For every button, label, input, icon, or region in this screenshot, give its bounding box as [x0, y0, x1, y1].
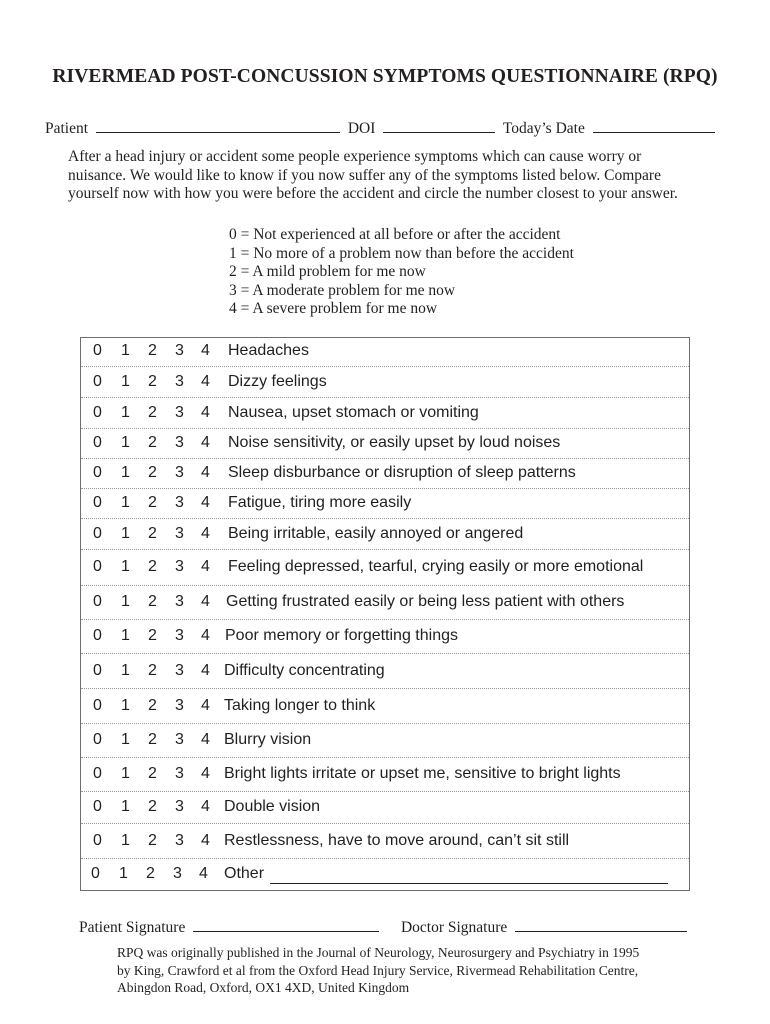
patient-signature-label: Patient Signature: [79, 919, 186, 936]
symptom-label: Nausea, upset stomach or vomiting: [228, 404, 479, 421]
rating-option-4[interactable]: 4: [201, 464, 210, 481]
scale-item: 0 = Not experienced at all before or after the accident: [229, 226, 561, 243]
rating-option-0[interactable]: 0: [93, 697, 102, 714]
rating-option-0[interactable]: 0: [93, 464, 102, 481]
rating-option-2[interactable]: 2: [148, 593, 157, 610]
rating-option-2[interactable]: 2: [148, 404, 157, 421]
rating-option-3[interactable]: 3: [175, 765, 184, 782]
rating-option-0[interactable]: 0: [91, 865, 100, 882]
instruction-line: After a head injury or accident some people experience symptoms which can cause worry or: [68, 148, 642, 165]
rating-option-1[interactable]: 1: [121, 731, 130, 748]
rating-option-1[interactable]: 1: [121, 593, 130, 610]
symptom-label: Bright lights irritate or upset me, sensitive to bright lights: [224, 765, 621, 782]
symptom-label: Feeling depressed, tearful, crying easily or more emotional: [228, 558, 644, 575]
symptom-row: [81, 688, 689, 724]
rating-option-1[interactable]: 1: [121, 832, 130, 849]
symptom-row: [81, 458, 689, 489]
rating-option-1[interactable]: 1: [121, 697, 130, 714]
rating-option-3[interactable]: 3: [175, 434, 184, 451]
rating-option-3[interactable]: 3: [175, 798, 184, 815]
scale-item: 4 = A severe problem for me now: [229, 300, 438, 318]
rating-option-3[interactable]: 3: [175, 558, 184, 575]
rating-option-1[interactable]: 1: [121, 627, 130, 644]
rating-option-2[interactable]: 2: [148, 627, 157, 644]
symptom-label: Double vision: [224, 798, 321, 815]
rating-option-0[interactable]: 0: [93, 558, 102, 575]
rating-option-2[interactable]: 2: [148, 464, 157, 481]
signature-line: [79, 918, 691, 937]
rating-option-3[interactable]: 3: [175, 525, 184, 542]
rating-option-3[interactable]: 3: [175, 697, 184, 714]
doctor-signature-field[interactable]: [515, 918, 687, 932]
rating-option-0[interactable]: 0: [93, 832, 102, 849]
rating-option-1[interactable]: 1: [121, 434, 130, 451]
doi-field[interactable]: [383, 119, 495, 133]
symptom-label: Poor memory or forgetting things: [225, 627, 458, 644]
rating-option-1[interactable]: 1: [121, 525, 130, 542]
symptom-row: [81, 366, 689, 398]
doi-label: DOI: [347, 120, 376, 137]
scale-item: 3 = A moderate problem for me now: [229, 281, 456, 299]
patient-name-field[interactable]: [96, 119, 340, 133]
rating-option-3[interactable]: 3: [175, 662, 184, 679]
rating-option-1[interactable]: 1: [121, 404, 130, 421]
rating-option-3[interactable]: 3: [175, 464, 184, 481]
rating-option-1[interactable]: 1: [121, 373, 130, 390]
symptom-row: [81, 585, 689, 620]
rating-option-2[interactable]: 2: [148, 662, 157, 679]
rating-option-2[interactable]: 2: [148, 558, 157, 575]
rating-option-4[interactable]: 4: [201, 494, 210, 511]
rating-option-4[interactable]: 4: [201, 434, 210, 451]
symptom-label: Other: [224, 865, 265, 882]
rating-option-0[interactable]: 0: [93, 593, 102, 610]
rating-option-3[interactable]: 3: [175, 731, 184, 748]
symptom-row: [81, 518, 689, 550]
rating-option-2[interactable]: 2: [148, 373, 157, 390]
rating-option-4[interactable]: 4: [201, 832, 210, 849]
rating-option-4[interactable]: 4: [201, 765, 210, 782]
instruction-line: yourself now with how you were before the accident and circle the number closest to your answer.: [68, 185, 678, 202]
instructions: [68, 148, 728, 204]
symptom-label: Taking longer to think: [224, 697, 376, 714]
patient-label: Patient: [45, 120, 89, 137]
rating-option-0[interactable]: 0: [93, 662, 102, 679]
rating-option-0[interactable]: 0: [93, 627, 102, 644]
form-title: RIVERMEAD POST-CONCUSSION SYMPTOMS QUESTIONNAIRE (RPQ): [52, 66, 718, 87]
scale-item: 2 = A mild problem for me now: [229, 263, 426, 281]
symptom-row: [81, 653, 689, 689]
symptom-row: [81, 428, 689, 459]
todays-date-label: Today’s Date: [502, 120, 585, 137]
rating-option-2[interactable]: 2: [148, 731, 157, 748]
rating-option-1[interactable]: 1: [121, 342, 130, 359]
symptom-label: Restlessness, have to move around, can’t sit still: [224, 832, 570, 849]
rating-option-3[interactable]: 3: [175, 373, 184, 390]
rating-option-4[interactable]: 4: [201, 525, 210, 542]
rating-option-4[interactable]: 4: [201, 627, 210, 644]
instruction-line: nuisance. We would like to know if you now suffer any of the symptoms listed below. Compare: [68, 166, 661, 184]
symptom-row: [81, 549, 689, 586]
rating-option-3[interactable]: 3: [173, 865, 182, 882]
symptom-label: Difficulty concentrating: [224, 662, 385, 679]
rating-option-1[interactable]: 1: [121, 494, 130, 511]
rating-option-0[interactable]: 0: [93, 731, 102, 748]
rating-option-1[interactable]: 1: [119, 865, 128, 882]
rating-option-4[interactable]: 4: [199, 865, 208, 882]
rating-option-2[interactable]: 2: [148, 494, 157, 511]
footer-line: Abingdon Road, Oxford, OX1 4XD, United Kingdom: [117, 980, 410, 995]
rating-scale-legend: [229, 226, 574, 319]
symptom-label: Sleep disburbance or disruption of sleep patterns: [228, 464, 576, 481]
rating-option-0[interactable]: 0: [93, 434, 102, 451]
rating-option-3[interactable]: 3: [175, 342, 184, 359]
symptom-row: [81, 757, 689, 792]
rating-option-2[interactable]: 2: [148, 525, 157, 542]
rating-option-4[interactable]: 4: [201, 662, 210, 679]
patient-info-line: [45, 119, 719, 138]
rating-option-3[interactable]: 3: [175, 832, 184, 849]
symptom-label: Dizzy feelings: [228, 373, 327, 390]
symptom-row: [81, 397, 689, 429]
symptom-table: [80, 337, 690, 891]
symptom-row: [81, 823, 689, 859]
symptom-label: Blurry vision: [224, 731, 312, 748]
rating-option-1[interactable]: 1: [121, 464, 130, 481]
symptom-label: Getting frustrated easily or being less patient with others: [226, 593, 625, 610]
rating-option-4[interactable]: 4: [201, 404, 210, 421]
rating-option-4[interactable]: 4: [201, 373, 210, 390]
other-symptom-field[interactable]: [270, 883, 668, 884]
rating-option-2[interactable]: 2: [148, 832, 157, 849]
rating-option-2[interactable]: 2: [148, 342, 157, 359]
rating-option-4[interactable]: 4: [201, 731, 210, 748]
symptom-label: Headaches: [228, 342, 309, 359]
rating-option-0[interactable]: 0: [93, 373, 102, 390]
rating-option-2[interactable]: 2: [146, 865, 155, 882]
todays-date-field[interactable]: [593, 119, 715, 133]
rating-option-0[interactable]: 0: [93, 404, 102, 421]
symptom-row: [81, 723, 689, 758]
rating-option-0[interactable]: 0: [93, 494, 102, 511]
rating-option-3[interactable]: 3: [175, 593, 184, 610]
symptom-row: [81, 488, 689, 519]
rating-option-2[interactable]: 2: [148, 434, 157, 451]
rating-option-1[interactable]: 1: [121, 662, 130, 679]
symptom-label: Fatigue, tiring more easily: [228, 494, 412, 511]
rating-option-4[interactable]: 4: [201, 593, 210, 610]
symptom-label: Being irritable, easily annoyed or angered: [228, 525, 524, 542]
footer-line: by King, Crawford et al from the Oxford Head Injury Service, Rivermead Rehabilitation Centre,: [117, 962, 639, 978]
symptom-row: [81, 858, 689, 891]
symptom-row: [81, 338, 689, 366]
rating-option-1[interactable]: 1: [121, 558, 130, 575]
footer-line: RPQ was originally published in the Journal of Neurology, Neurosurgery and Psychiatry in 1995: [117, 945, 640, 960]
rating-option-1[interactable]: 1: [121, 798, 130, 815]
patient-signature-field[interactable]: [193, 918, 379, 932]
symptom-row: [81, 791, 689, 824]
rating-option-3[interactable]: 3: [175, 627, 184, 644]
rating-option-3[interactable]: 3: [175, 494, 184, 511]
symptom-label: Noise sensitivity, or easily upset by loud noises: [228, 434, 561, 451]
rating-option-4[interactable]: 4: [201, 558, 210, 575]
symptom-row: [81, 619, 689, 654]
rating-option-0[interactable]: 0: [93, 765, 102, 782]
rating-option-0[interactable]: 0: [93, 798, 102, 815]
scale-item: 1 = No more of a problem now than before the accident: [229, 244, 574, 262]
rating-option-1[interactable]: 1: [121, 765, 130, 782]
doctor-signature-label: Doctor Signature: [400, 919, 508, 936]
rating-option-0[interactable]: 0: [93, 525, 102, 542]
rating-option-2[interactable]: 2: [148, 798, 157, 815]
rating-option-4[interactable]: 4: [201, 798, 210, 815]
rating-option-4[interactable]: 4: [201, 342, 210, 359]
rating-option-0[interactable]: 0: [93, 342, 102, 359]
rating-option-2[interactable]: 2: [148, 697, 157, 714]
rating-option-3[interactable]: 3: [175, 404, 184, 421]
citation-footer: [117, 944, 639, 997]
rating-option-4[interactable]: 4: [201, 697, 210, 714]
rating-option-2[interactable]: 2: [148, 765, 157, 782]
